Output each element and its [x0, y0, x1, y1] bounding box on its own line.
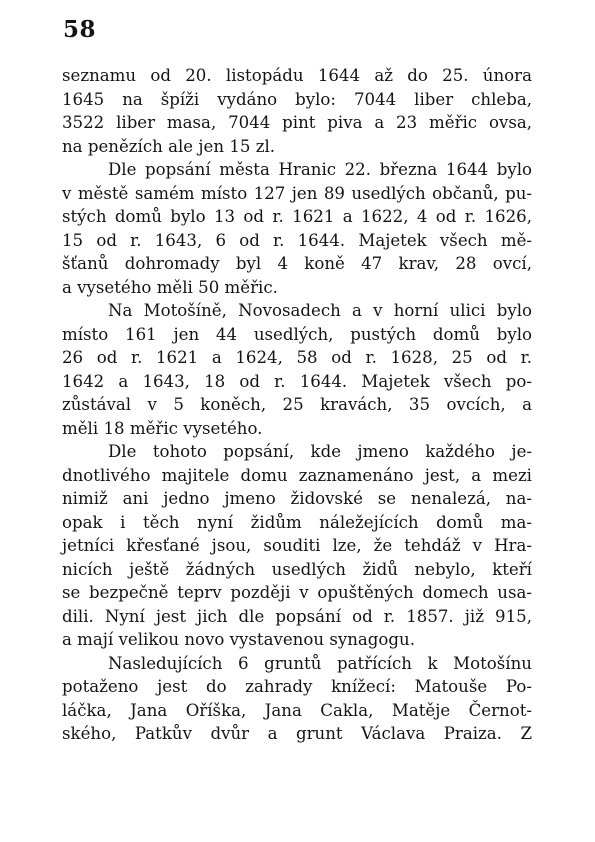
text-line: opak i těch nyní židům náležejících domů ma-	[62, 512, 532, 532]
text-line: nimiž ani jedno jmeno židovské se nenalezá, na-	[62, 489, 532, 508]
text-line: šťanů dohromady byl 4 koně 47 krav, 28 ovcí,	[62, 254, 532, 273]
text-line: dnotlivého majitele domu zaznamenáno jest, a mezi	[62, 465, 532, 485]
text-line: 1645 na špíži vydáno bylo: 7044 liber chleba,	[62, 89, 532, 109]
text-line: 3522 liber masa, 7044 pint piva a 23 měřic ovsa,	[62, 113, 532, 132]
text-line: se bezpečně teprv později v opuštěných domech usa-	[62, 583, 532, 602]
text-line: jetníci křesťané jsou, souditi lze, že tehdáž v Hra-	[62, 536, 532, 555]
text-line: a vysetého měli 50 měřic.	[62, 277, 278, 297]
text-line: a mají velikou novo vystavenou synagogu.	[62, 630, 415, 649]
text-line: ského, Patkův dvůr a grunt Václava Praiza. Z	[62, 724, 532, 743]
text-line: Na Motošíně, Novosadech a v horní ulici bylo	[108, 301, 532, 320]
text-line: dili. Nyní jest jich dle popsání od r. 1857. již 915,	[62, 606, 532, 626]
text-line: na penězích ale jen 15 zl.	[62, 136, 276, 156]
text-line: stých domů bylo 13 od r. 1621 a 1622, 4 od r. 1626,	[62, 207, 532, 226]
text-line: seznamu od 20. listopádu 1644 až do 25. února	[62, 66, 532, 85]
page-number: 58	[63, 16, 97, 43]
text-line: potaženo jest do zahrady knížecí: Matouše Po-	[62, 677, 532, 696]
text-line: Dle tohoto popsání, kde jmeno každého je-	[108, 442, 532, 461]
text-line: v městě samém místo 127 jen 89 usedlých občanů, pu-	[62, 183, 532, 203]
text-line: místo 161 jen 44 usedlých, pustých domů bylo	[62, 324, 532, 344]
text-line: 15 od r. 1643, 6 od r. 1644. Majetek všech mě-	[62, 230, 532, 250]
text-line: měli 18 měřic vysetého.	[62, 418, 263, 438]
body-text	[62, 64, 532, 746]
text-line: Dle popsání města Hranic 22. března 1644 bylo	[108, 160, 532, 179]
text-line: Nasledujících 6 gruntů patřících k Motošínu	[108, 653, 532, 673]
text-line: láčka, Jana Oříška, Jana Cakla, Matěje Černot-	[62, 700, 532, 720]
text-line: nicích ještě žádných usedlých židů nebylo, kteří	[62, 559, 532, 579]
text-line: 26 od r. 1621 a 1624, 58 od r. 1628, 25 od r.	[62, 348, 532, 367]
text-line: 1642 a 1643, 18 od r. 1644. Majetek všech po-	[62, 371, 532, 391]
text-line: zůstával v 5 koněch, 25 kravách, 35 ovcích, a	[62, 395, 532, 414]
